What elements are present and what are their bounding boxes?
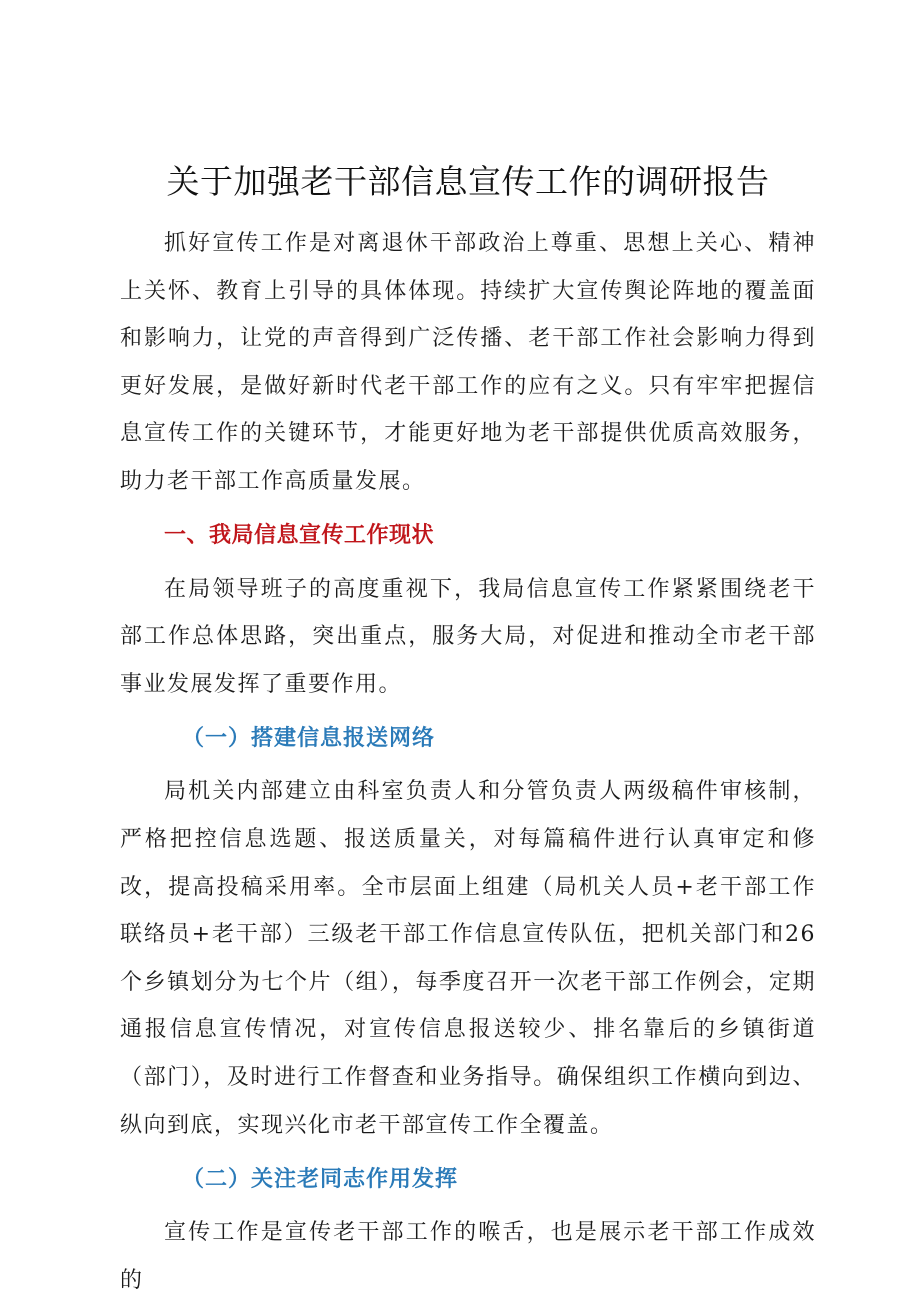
- subsection-2-paragraph: 宣传工作是宣传老干部工作的喉舌，也是展示老干部工作成效的: [120, 1220, 816, 1293]
- document-title: 关于加强老干部信息宣传工作的调研报告: [166, 162, 770, 201]
- document-page: [120, 150, 816, 1304]
- subsection-1-paragraph: 局机关内部建立由科室负责人和分管负责人两级稿件审核制，严格把控信息选题、报送质量关，对每篇稿件进行认真审定和修改，提高投稿采用率。全市层面上组建（局机关人员+老干部工作联络员+老干部）三级老干部工作信息宣传队伍，把机关部门和26个乡镇划分为七个片（组），每季度召开一次老干部工作例会，定期通报信息宣传情况，对宣传信息报送较少、排名靠后的乡镇街道（部门），及时进行工作督查和业务指导。确保组织工作横向到边、纵向到底，实现兴化市老干部宣传工作全覆盖。: [120, 779, 816, 1138]
- section-1-paragraph: 在局领导班子的高度重视下，我局信息宣传工作紧紧围绕老干部工作总体思路，突出重点，服务大局，对促进和推动全市老干部事业发展发挥了重要作用。: [120, 576, 816, 697]
- subsection-2-heading: （二）关注老同志作用发挥: [182, 1166, 459, 1193]
- intro-paragraph: 抓好宣传工作是对离退休干部政治上尊重、思想上关心、精神上关怀、教育上引导的具体体现。持续扩大宣传舆论阵地的覆盖面和影响力，让党的声音得到广泛传播、老干部工作社会影响力得到更好发展，是做好新时代老干部工作的应有之义。只有牢牢把握信息宣传工作的关键环节，才能更好地为老干部提供优质高效服务，助力老干部工作高质量发展。: [120, 231, 816, 494]
- subsection-1-heading: （一）搭建信息报送网络: [182, 725, 436, 752]
- section-1-heading: 一、我局信息宣传工作现状: [164, 522, 435, 548]
